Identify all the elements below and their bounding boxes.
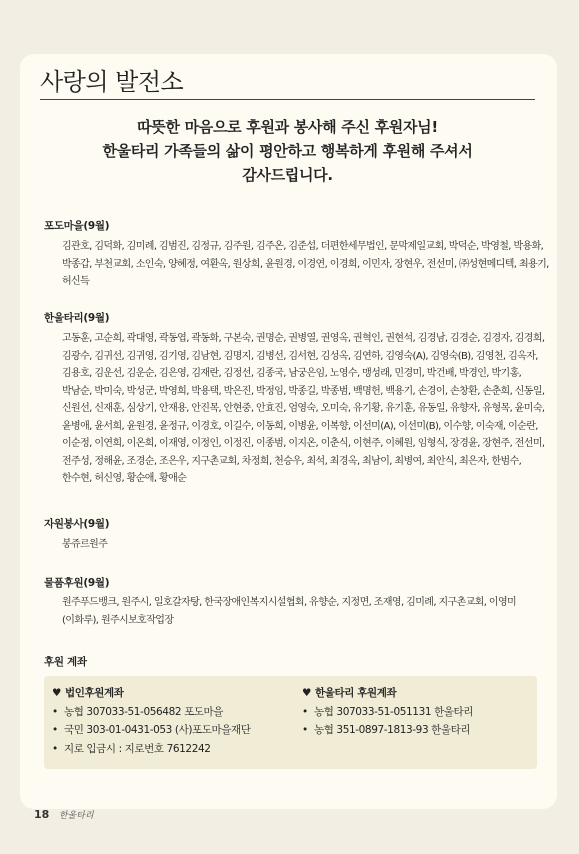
hanultari-accounts-label: 한울타리 후원계좌 (315, 687, 397, 699)
corporate-accounts-label: 법인후원계좌 (65, 687, 124, 699)
section-heading-volunteer: 자원봉사(9월) (44, 518, 110, 530)
account-item: • 농협 351-0897-1813-93 한울타리 (302, 721, 473, 740)
hanultari-accounts-title (302, 684, 473, 703)
intro-line-3: 감사드립니다. (242, 166, 333, 184)
account-item: • 국민 303-01-0431-053 (사)포도마을재단 (52, 721, 251, 740)
account-item: • 농협 307033-51-056482 포도마을 (52, 703, 251, 722)
page-title: 사랑의 발전소 (40, 68, 184, 96)
intro-line-2: 한울타리 가족들의 삶이 평안하고 행복하게 후원해 주셔서 (102, 142, 473, 160)
heart-icon: ♥ (302, 687, 312, 699)
title-divider (40, 99, 535, 100)
section-body-volunteer: 봉쥬르원주 (62, 539, 108, 550)
accounts-box (44, 676, 537, 769)
section-heading-hanultari: 한울타리(9월) (44, 312, 110, 324)
section-body-hanultari: 고동훈, 고순희, 곽대영, 곽동엽, 곽동화, 구본숙, 권명순, 권병열, 권영옥, 권혁인, 권현석, 김경남, 김경순, 김경자, 김경희, 김광수, 김귀선, 김귀영, 김기영, 김남현, 김명지, 김병선, 김서현, 김성옥, 김연하, 김영숙(A), 김영숙(B), 김영천, 김옥자, 김용호, 김운선, 김운순, 김은영, 김재란, 김정선, 김종국, 남궁은임, 노영수, 맹성래, 민경미, 박건배, 박경인, 박기홍, 박남순, 박미숙, 박성군, 박영희, 박용택, 박은진, 박정임, 박종길, 박종범, 백명헌, 백용기, 손경이, 손창환, 손춘희, 신동일, 신원선, 신재훈, 심상기, 안재용, 안진목, 안현중, 안효진, 엄영숙, 오미숙, 유기황, 유기훈, 유동일, 유향자, 유형목, 윤미숙, 윤병애, 윤서희, 윤원경, 윤정규, 이경호, 이길수, 이동희, 이병윤, 이복향, 이선미(A), 이선미(B), 이수향, 이숙재, 이순란, 이순정, 이연희, 이온희, 이재영, 이정인, 이정진, 이종범, 이지온, 이춘식, 이현주, 이혜원, 임형식, 장경윤, 장현주, 전선미, 전주성, 정해윤, 조경순, 조은우, 지구촌교회, 차정희, 천승우, 최석, 최경옥, 최남이, 최병여, 최안식, 최은자, 한범수, 한수현, 허신영, 황순애, 황애순 (62, 333, 545, 484)
magazine-logo: 한울타리 (58, 811, 94, 821)
accounts-heading: 후원 계좌 (44, 656, 87, 668)
account-item: • 농협 307033-51-051131 한울타리 (302, 703, 473, 722)
page-footer (34, 808, 94, 821)
intro-line-1: 따뜻한 마음으로 후원과 봉사해 주신 후원자님! (137, 118, 438, 136)
section-body-podomaeul: 김관호, 김덕화, 김미례, 김범진, 김정규, 김주원, 김주온, 김준섭, 더편한세무법인, 문막제일교회, 박덕순, 박영철, 박용화, 박종갑, 부천교회, 소인숙, 양혜정, 여환옥, 원상희, 윤원경, 이경연, 이경희, 이민자, 장현우, 전선미, ㈜성현메디텍, 최용기, 허신득 (62, 241, 549, 287)
corporate-accounts (52, 684, 251, 758)
section-heading-goods: 물품후원(9월) (44, 577, 110, 589)
page-number: 18 (34, 808, 50, 821)
account-item: • 지로 입금시 : 지로번호 7612242 (52, 740, 251, 759)
hanultari-accounts (302, 684, 473, 740)
section-heading-podomaeul: 포도마을(9월) (44, 220, 110, 232)
section-body-goods: 원주푸드뱅크, 원주시, 일호갈자탕, 한국장애인복지시설협회, 유향순, 지정면, 조재영, 김미례, 지구촌교회, 이영미(이화루), 원주시보호작업장 (62, 597, 517, 626)
intro-message (40, 115, 535, 187)
heart-icon: ♥ (52, 687, 62, 699)
corporate-accounts-title (52, 684, 251, 703)
